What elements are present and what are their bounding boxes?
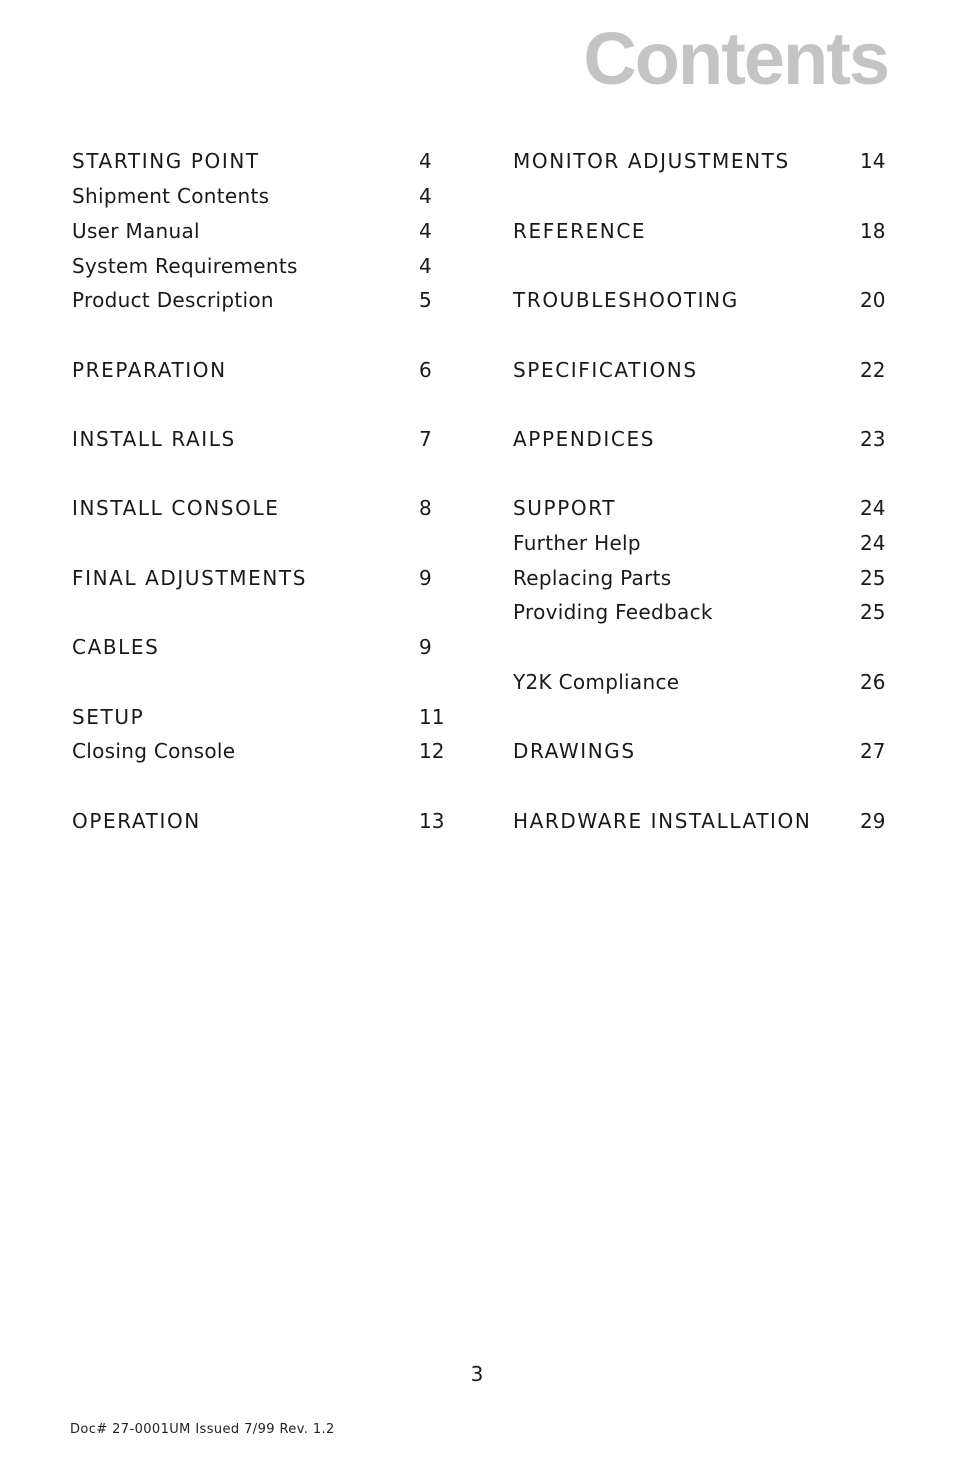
toc-entry-label: DRAWINGS <box>513 739 636 763</box>
toc-entry-label: Further Help <box>513 531 641 555</box>
toc-entry <box>513 493 886 523</box>
toc-entry <box>513 563 886 593</box>
toc-entry-page: 24 <box>860 531 886 555</box>
toc-entry-page: 23 <box>860 427 886 451</box>
toc-entry <box>72 424 444 454</box>
toc-entry-page: 4 <box>419 254 432 278</box>
toc-entry-label: TROUBLESHOOTING <box>513 288 739 312</box>
toc-entry-label: STARTING POINT <box>72 149 260 173</box>
toc-entry-page: 29 <box>860 809 886 833</box>
toc-entry-page: 11 <box>419 705 445 729</box>
toc-entry <box>72 702 444 732</box>
toc-entry <box>513 424 886 454</box>
toc-entry <box>72 285 444 315</box>
toc-entry-page: 25 <box>860 600 886 624</box>
toc-entry-page: 22 <box>860 358 886 382</box>
toc-entry-label: Product Description <box>72 288 274 312</box>
toc-entry <box>513 736 886 766</box>
toc-entry-label: Providing Feedback <box>513 600 713 624</box>
toc-entry-label: CABLES <box>72 635 160 659</box>
toc-entry-label: SPECIFICATIONS <box>513 358 698 382</box>
toc-entry-label: PREPARATION <box>72 358 227 382</box>
toc-entry-label: HARDWARE INSTALLATION <box>513 809 812 833</box>
toc-entry <box>72 736 444 766</box>
toc-entry-page: 25 <box>860 566 886 590</box>
toc-entry-label: REFERENCE <box>513 219 647 243</box>
toc-entry <box>513 355 886 385</box>
toc-entry-page: 6 <box>419 358 432 382</box>
toc-entry-page: 27 <box>860 739 886 763</box>
toc-entry <box>72 216 444 246</box>
page-title: Contents <box>583 17 888 100</box>
toc-entry-page: 26 <box>860 670 886 694</box>
toc-entry-page: 12 <box>419 739 445 763</box>
toc-entry-label: SUPPORT <box>513 496 617 520</box>
page-number: 3 <box>470 1362 484 1386</box>
toc-entry-page: 14 <box>860 149 886 173</box>
toc-entry-page: 18 <box>860 219 886 243</box>
toc-entry-label: SETUP <box>72 705 145 729</box>
toc-entry <box>72 493 444 523</box>
toc-entry <box>72 146 444 176</box>
toc-entry-page: 4 <box>419 149 432 173</box>
toc-entry-label: INSTALL RAILS <box>72 427 236 451</box>
toc-entry-page: 4 <box>419 184 432 208</box>
document-footer: Doc# 27-0001UM Issued 7/99 Rev. 1.2 <box>70 1422 335 1437</box>
toc-entry-label: MONITOR ADJUSTMENTS <box>513 149 790 173</box>
toc-entry-label: System Requirements <box>72 254 298 278</box>
toc-entry-page: 5 <box>419 288 432 312</box>
toc-entry <box>72 563 444 593</box>
toc-entry-page: 13 <box>419 809 445 833</box>
toc-entry-page: 4 <box>419 219 432 243</box>
toc-entry <box>72 355 444 385</box>
toc-entry-page: 9 <box>419 566 432 590</box>
toc-entry-label: Shipment Contents <box>72 184 270 208</box>
toc-entry-page: 9 <box>419 635 432 659</box>
toc-entry-label: OPERATION <box>72 809 201 833</box>
toc-entry-label: FINAL ADJUSTMENTS <box>72 566 308 590</box>
toc-entry-label: Closing Console <box>72 739 236 763</box>
toc-entry <box>513 806 886 836</box>
toc-entry-page: 7 <box>419 427 432 451</box>
toc-entry <box>513 285 886 315</box>
toc-entry-label: INSTALL CONSOLE <box>72 496 280 520</box>
toc-entry-label: APPENDICES <box>513 427 655 451</box>
toc-entry-label: Y2K Compliance <box>513 670 680 694</box>
toc-entry <box>72 806 444 836</box>
toc-entry <box>72 181 444 211</box>
toc-entry-page: 20 <box>860 288 886 312</box>
toc-entry <box>513 667 886 697</box>
toc-entry <box>513 216 886 246</box>
toc-entry <box>513 528 886 558</box>
toc-entry <box>72 251 444 281</box>
toc-entry-label: Replacing Parts <box>513 566 672 590</box>
toc-entry <box>513 597 886 627</box>
toc-entry-page: 8 <box>419 496 432 520</box>
toc-entry-page: 24 <box>860 496 886 520</box>
toc-entry <box>513 146 886 176</box>
toc-entry-label: User Manual <box>72 219 200 243</box>
toc-entry <box>72 632 444 662</box>
